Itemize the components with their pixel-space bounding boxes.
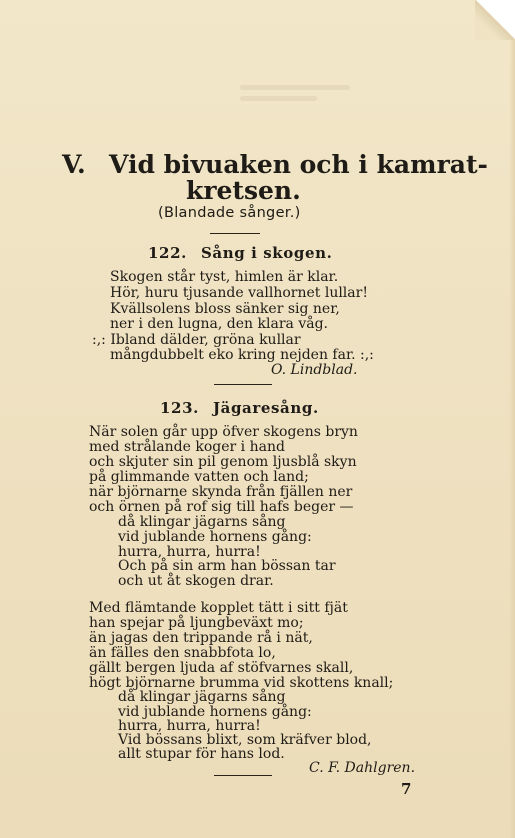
verse-line: Och på sin arm han bössan tar	[118, 558, 336, 574]
verse-line: hurra, hurra, hurra!	[118, 544, 261, 560]
song-number: 122.	[148, 244, 187, 262]
verse-line: när björnarne skynda från fjällen ner	[89, 484, 353, 500]
song-title: Sång i skogen.	[200, 244, 333, 262]
verse-line: och örnen på rof sig till hafs beger —	[89, 499, 354, 515]
verse-line: Vid bössans blixt, som kräfver blod,	[118, 732, 372, 748]
verse-line: han spejar på ljungbeväxt mo;	[89, 615, 304, 631]
verse-line: vid jublande hornens gång:	[118, 529, 312, 545]
author-signature: C. F. Dahlgren.	[309, 760, 416, 776]
chapter-title-line2: kretsen.	[186, 176, 301, 205]
song-123-heading	[160, 399, 319, 417]
verse-line: Med flämtande kopplet tätt i sitt fjät	[89, 600, 348, 616]
song-122-heading	[148, 244, 332, 262]
verse-line: allt stupar för hans lod.	[118, 746, 285, 762]
page-number: 7	[401, 780, 412, 798]
verse-line: högt björnarne brumma vid skottens knall;	[89, 675, 394, 691]
page-edge	[509, 40, 515, 838]
chapter-subtitle: (Blandade sånger.)	[158, 205, 301, 221]
verse-line: då klingar jägarns sång	[118, 514, 286, 530]
chapter-title-line1: Vid bivuaken och i kamrat-	[109, 150, 488, 179]
verse-line: Skogen står tyst, himlen är klar.	[110, 269, 339, 285]
chapter-number: V.	[62, 150, 86, 179]
page-corner	[475, 0, 515, 40]
divider-rule	[214, 775, 272, 776]
verse-line: Kvällsolens bloss sänker sig ner,	[110, 301, 340, 317]
bleed-through	[240, 85, 350, 120]
verse-line: gällt bergen ljuda af stöfvarnes skall,	[89, 660, 354, 676]
verse-line: än jagas den trippande rå i nät,	[89, 630, 313, 646]
verse-line: hurra, hurra, hurra!	[118, 718, 261, 734]
song-title: Jägaresång.	[212, 399, 319, 417]
author-signature: O. Lindblad.	[271, 362, 358, 378]
verse-line: mångdubbelt eko kring nejden far. :,:	[110, 347, 374, 363]
verse-line: ner i den lugna, den klara våg.	[110, 316, 328, 332]
verse-line: När solen går upp öfver skogens bryn	[89, 424, 358, 440]
verse-line: :,: Ibland dälder, gröna kullar	[92, 332, 301, 348]
verse-line: och skjuter sin pil genom ljusblå skyn	[89, 454, 357, 470]
divider-rule	[210, 233, 260, 234]
verse-line: och ut åt skogen drar.	[118, 573, 274, 589]
verse-line: vid jublande hornens gång:	[118, 704, 312, 720]
divider-rule	[214, 384, 272, 385]
verse-line: Hör, huru tjusande vallhornet lullar!	[110, 285, 368, 301]
verse-line: än fälles den snabbfota lo,	[89, 645, 276, 661]
song-number: 123.	[160, 399, 199, 417]
verse-line: då klingar jägarns sång	[118, 689, 286, 705]
verse-line: med strålande koger i hand	[89, 439, 285, 455]
verse-line: på glimmande vatten och land;	[89, 469, 309, 485]
